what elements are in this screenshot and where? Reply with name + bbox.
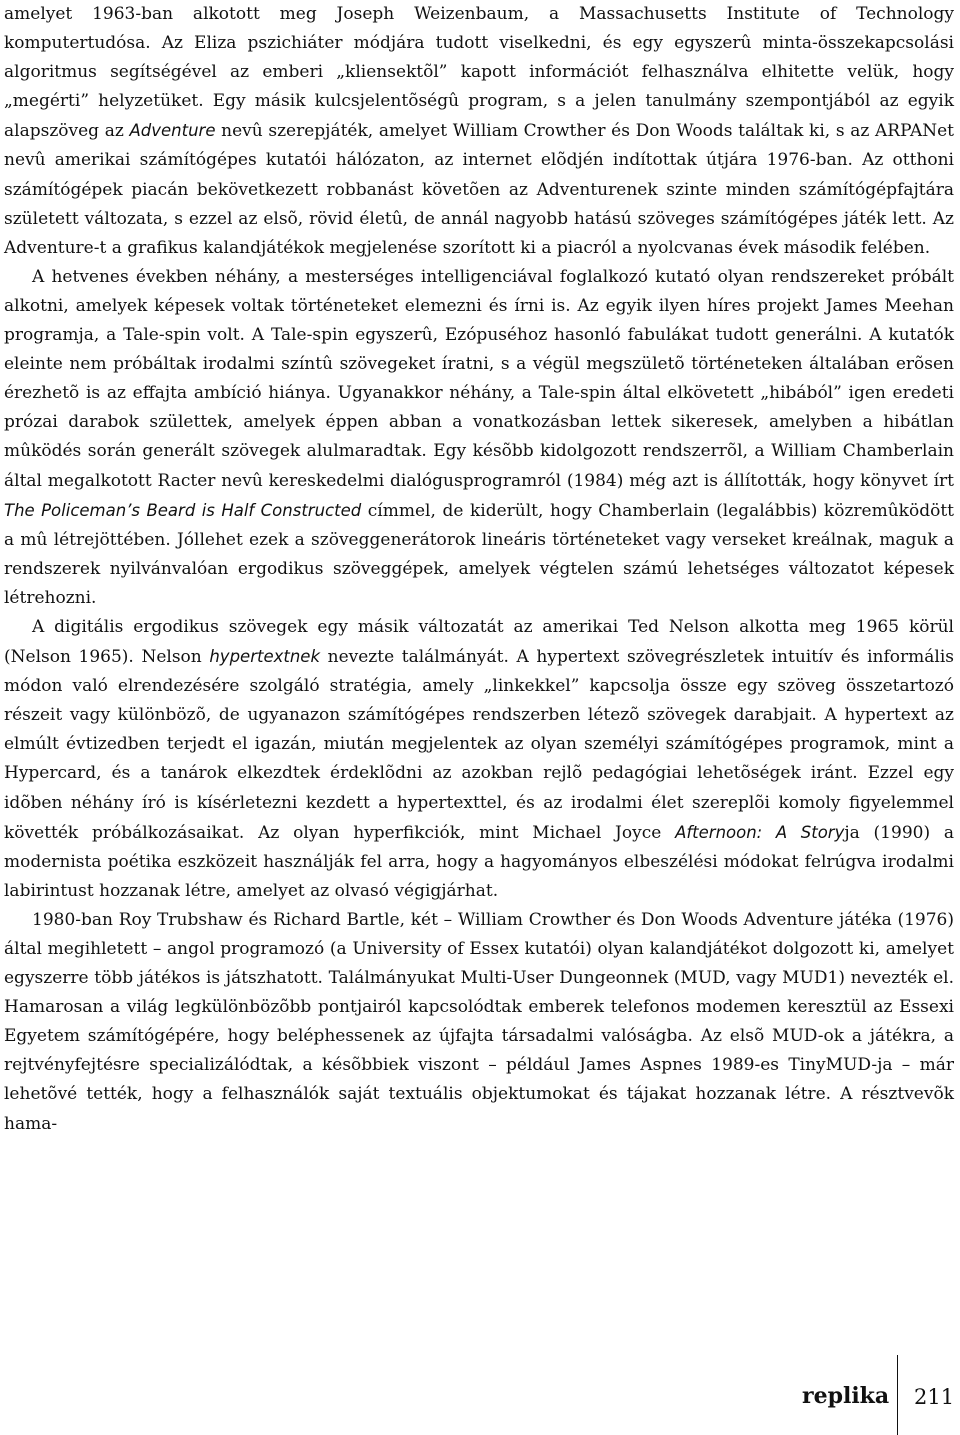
work-title: Adventure xyxy=(129,121,216,141)
work-title: The Policeman’s Beard is Half Constructed xyxy=(4,500,362,520)
text-run: amelyet 1963-ban alkotott meg Joseph Weizenbaum, a Massachusetts Institute of Technology komputertudósa. Az Eliza pszichiáter módjára tudott viselkedni, és egy egyszerû minta-összekapcsolási algoritmus segítségével az emberi „kliensektõl” kapott információt felhasználva elhitette velük, hogy „megérti” helyzetüket. Egy másik kulcsjelentõségû program, s a jelen tanulmány szempontjából az egyik alapszöveg az xyxy=(4,4,954,142)
text-run: A hetvenes években néhány, a mesterséges intelligenciával foglalkozó kutató olyan rendszereket próbált alkotni, amelyek képesek voltak történeteket elemezni és írni is. Az egyik ilyen híres projekt James Meehan programja, a Tale-spin volt. A Tale-spin egyszerû, Ezópuséhoz hasonló fabulákat tudott generálni. A kutatók eleinte nem próbáltak irodalmi színtû szövegeket íratni, s a végül megszületõ történeteken általában erõsen érezhetõ is az effajta ambíció hiánya. Ugyanakkor néhány, a Tale-spin által elkövetett „hibából” igen eredeti prózai darabok születtek, amelyek éppen abban a vonatkozásban lettek sikeresek, amelyben a hibátlan mûködés során generált szövegek alulmaradtak. Egy késõbb kidolgozott rendszerrõl, a William Chamberlain által megalkotott Racter nevû kereskedelmi dialógusprogramról (1984) még azt is állították, hogy könyvet írt xyxy=(4,266,954,491)
paragraph xyxy=(4,906,954,1139)
footer-divider xyxy=(897,1355,898,1435)
text-run: ja (1990) a modernista poétika eszközeit használják fel arra, hogy a hagyományos elbeszélési módokat felrúgva irodalmi labirintust hozzanak létre, amelyet az olvasó végigjárhat. xyxy=(4,822,954,901)
article-body xyxy=(4,0,954,1139)
text-run: címmel, de kiderült, hogy Chamberlain (legalábbis) közremûködött a mû létrejöttében. Jóllehet ezek a szöveggenerátorok lineáris történeteket vagy verseket kreálnak, maguk a rendszerek nyilvánvalóan ergodikus szöveggépek, amelyek végtelen számú lehetséges változatot képesek létrehozni. xyxy=(4,500,954,608)
paragraph xyxy=(4,263,954,613)
paragraph xyxy=(4,0,954,263)
text-run: nevû szerepjáték, amelyet William Crowther és Don Woods találtak ki, s az ARPANet nevû amerikai számítógépes kutatói hálózaton, az internet elõdjén indítottak útjára 1976-ban. Az otthoni számítógépek piacán bekövetkezett robbanást követõen az Adventurenek szinte minden számítógépfajtára született változata, s ezzel az elsõ, rövid életû, de annál nagyobb hatású szöveges számítógépes játék lett. Az Adventure-t a grafikus kalandjátékok megjelenése szorított ki a piacról a nyolcvanas évek második felében. xyxy=(4,121,955,258)
text-run: 1980-ban Roy Trubshaw és Richard Bartle, két – William Crowther és Don Woods Adventure játéka (1976) által megihletett – angol programozó (a University of Essex kutatói) olyan kalandjátékot dolgozott ki, amelyet egyszerre több játékos is játszhatott. Találmányukat Multi-User Dungeonnek (MUD, vagy MUD1) nevezték el. Hamarosan a világ legkülönbözõbb pontjairól kapcsolódtak emberek telefonos modemen keresztül az Essexi Egyetem számítógépére, hogy beléphessenek az újfajta társadalmi valóságba. Az elsõ MUD-ok a játékra, a rejtvényfejtésre specializálódtak, a késõbbiek viszont – például James Aspnes 1989-es TinyMUD-ja – már lehetõvé tették, hogy a felhasználók saját textuális objektumokat és tájakat hozzanak létre. A résztvevõk hama- xyxy=(4,909,954,1134)
paragraph xyxy=(4,613,954,906)
work-title: Afternoon: A Story xyxy=(675,822,845,842)
text-run: A digitális ergodikus szövegek egy másik változatát az amerikai Ted Nelson alkotta meg 1965 körül (Nelson 1965). Nelson xyxy=(4,616,954,668)
page-number: 211 xyxy=(914,1385,955,1409)
journal-name: replika xyxy=(802,1383,890,1409)
work-title: hypertextnek xyxy=(209,647,320,667)
text-run: nevezte találmányát. A hypertext szövegrészletek intuitív és informális módon való elrendezésére szolgáló stratégia, amely „linkekkel” kapcsolja össze egy szöveg összetartozó részeit vagy különbözõ, de ugyanazon számítógépes rendszerben létezõ szövegek darabjait. A hypertext az elmúlt évtizedben terjedt el igazán, miután megjelentek az olyan személyi számítógépes programok, mint a Hypercard, és a tanárok elkezdtek érdeklõdni az azokban rejlõ pedagógiai lehetõségek iránt. Ezzel egy idõben néhány író is kísérletezni kezdett a hypertexttel, és az irodalmi élet szereplõi komoly figyelemmel követték próbálkozásaikat. Az olyan hyperfikciók, mint Michael Joyce xyxy=(4,647,954,843)
